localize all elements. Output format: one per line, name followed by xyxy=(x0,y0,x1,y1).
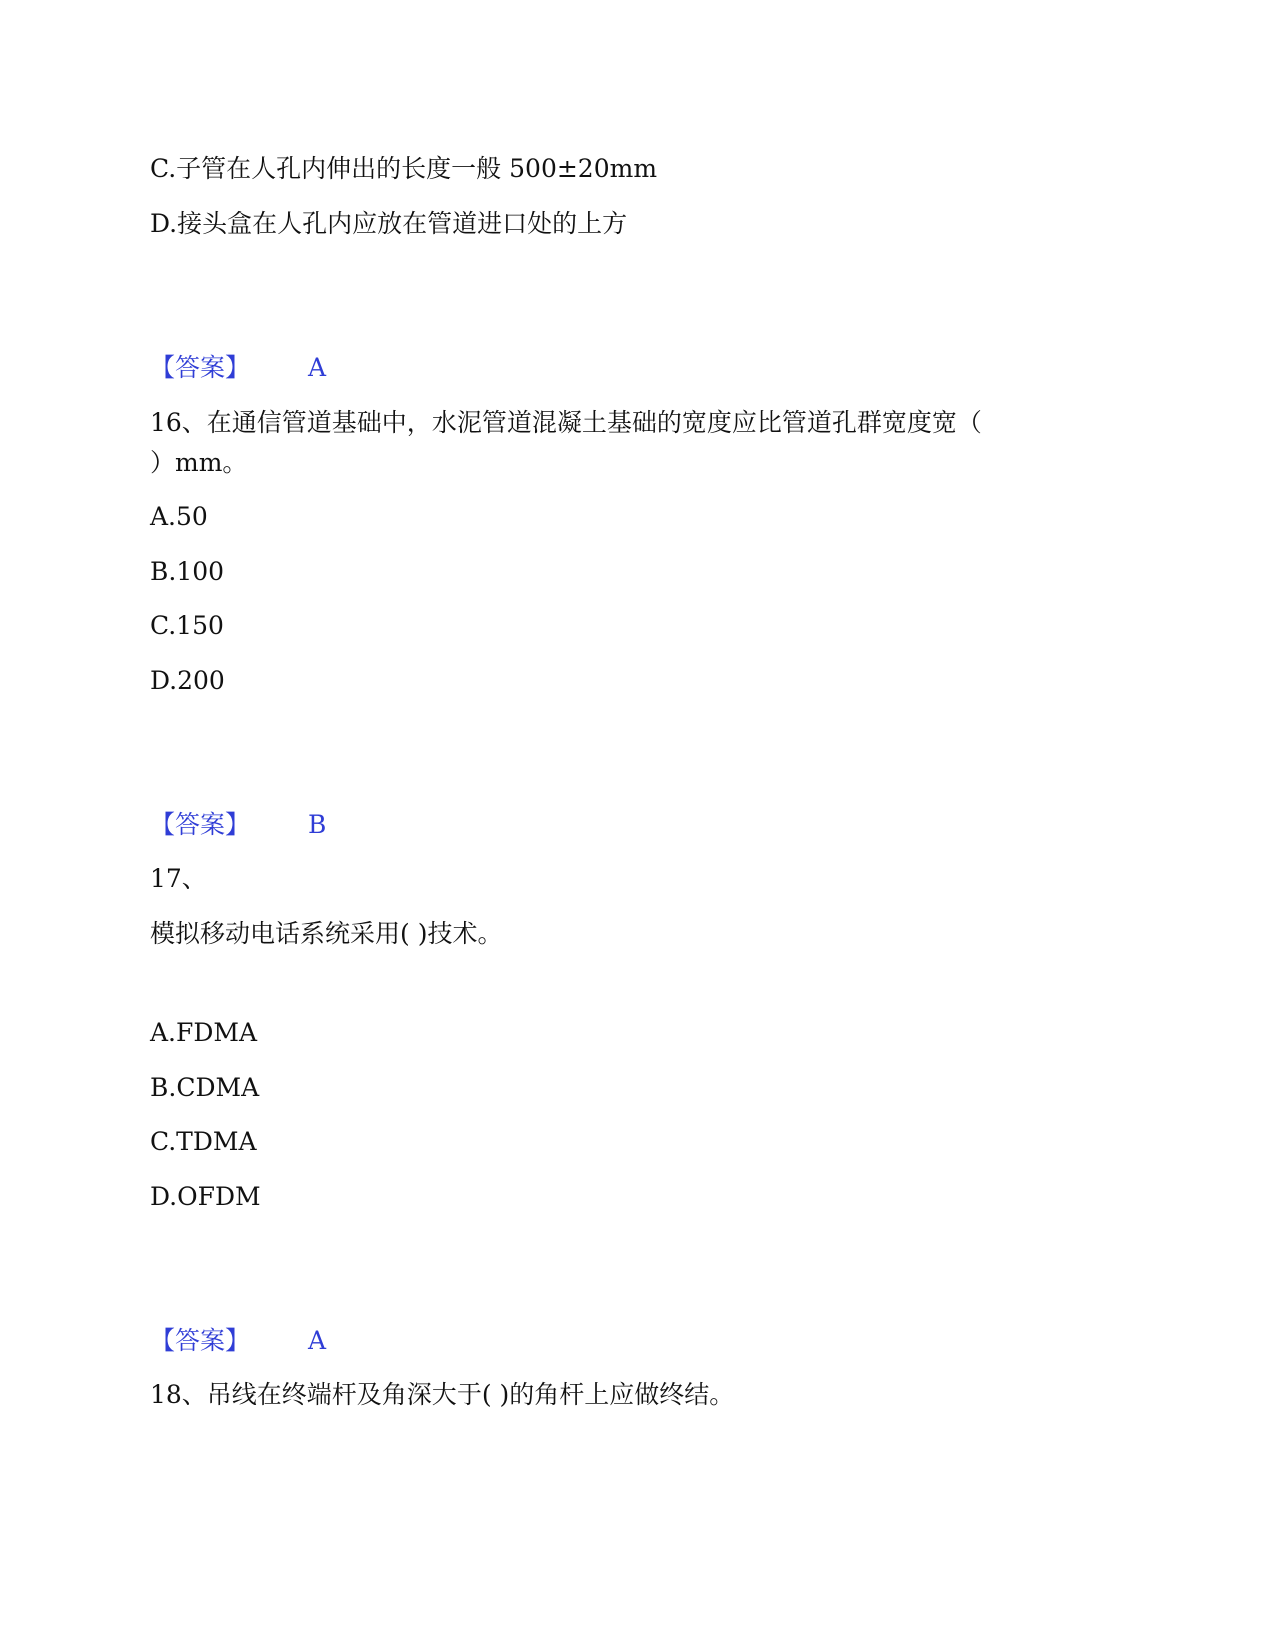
q18-stem: 18、吊线在终端杆及角深大于( )的角杆上应做终结。 xyxy=(150,1380,735,1409)
q16-option-a: A.50 xyxy=(150,502,208,531)
answer-label: 【答案】 xyxy=(150,810,251,839)
q17-option-c: C.TDMA xyxy=(150,1127,257,1156)
q17-answer xyxy=(150,1324,326,1358)
q17-number: 17、 xyxy=(150,864,207,893)
q17-option-a: A.FDMA xyxy=(150,1018,258,1047)
q16-option-d: D.200 xyxy=(150,666,225,695)
q17-stem: 模拟移动电话系统采用( )技术。 xyxy=(150,919,503,948)
q15-answer xyxy=(150,351,326,385)
q16-option-b: B.100 xyxy=(150,557,225,586)
q16-stem-line1: 16、在通信管道基础中，水泥管道混凝土基础的宽度应比管道孔群宽度宽（ xyxy=(150,408,982,437)
q16-option-c: C.150 xyxy=(150,611,224,640)
q16-stem-line2: ）mm。 xyxy=(150,448,248,477)
q17-option-b: B.CDMA xyxy=(150,1073,260,1102)
answer-value: B xyxy=(308,810,327,839)
q17-option-d: D.OFDM xyxy=(150,1182,261,1211)
answer-label: 【答案】 xyxy=(150,353,251,382)
answer-value: A xyxy=(308,1326,327,1355)
q16-answer xyxy=(150,808,326,842)
answer-label: 【答案】 xyxy=(150,1326,251,1355)
q15-option-d: D.接头盒在人孔内应放在管道进口处的上方 xyxy=(150,209,628,238)
q15-option-c: C.子管在人孔内伸出的长度一般 500±20mm xyxy=(150,154,658,183)
answer-value: A xyxy=(308,353,327,382)
